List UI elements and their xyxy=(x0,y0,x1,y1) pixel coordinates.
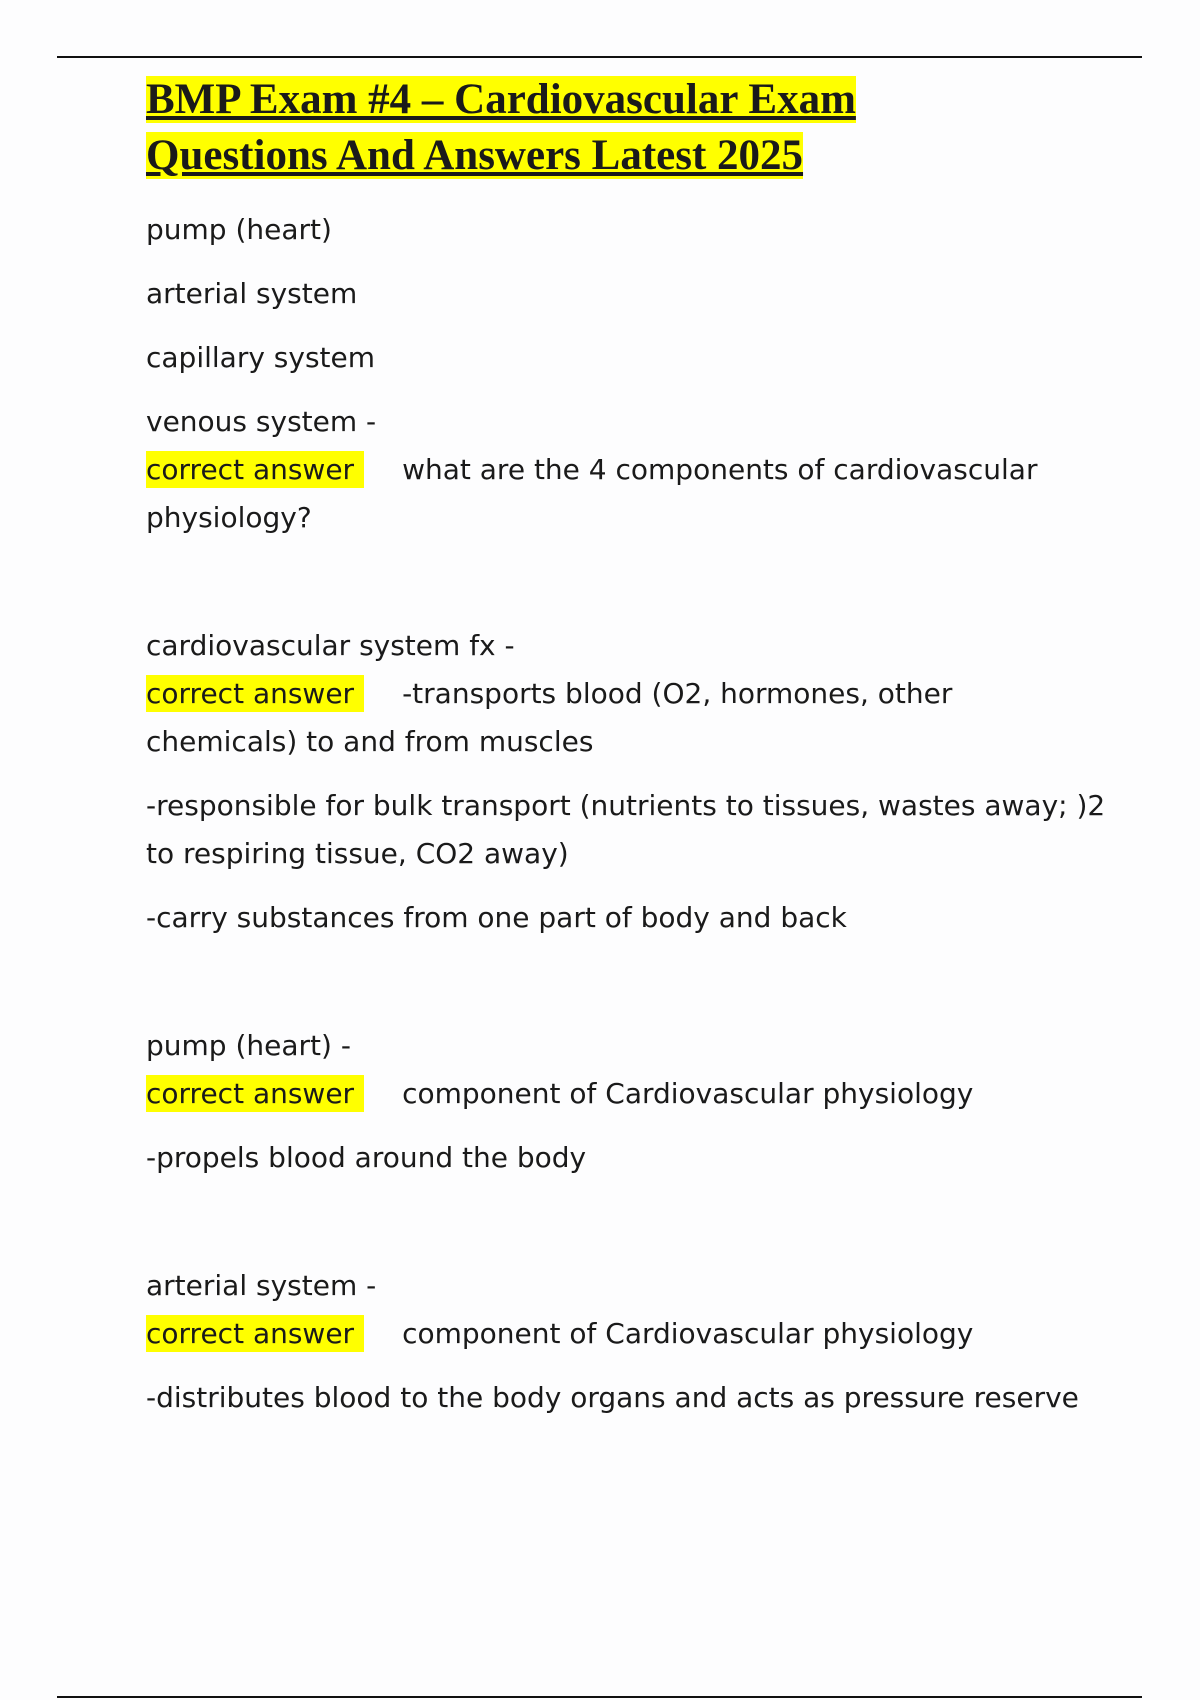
card-detail: -distributes blood to the body organs and acts as pressure reserve xyxy=(146,1381,1079,1414)
card-answer-block xyxy=(146,670,1106,766)
spacer xyxy=(146,958,1106,1022)
card-answer-block xyxy=(146,446,1106,542)
card-detail: -propels blood around the body xyxy=(146,1141,587,1174)
card-term: arterial system - xyxy=(146,1269,377,1302)
card-answer-block xyxy=(146,1070,1106,1118)
spacer xyxy=(146,558,1106,622)
bottom-rule xyxy=(57,1696,1142,1698)
page-title xyxy=(146,72,1106,184)
intro-line: pump (heart) xyxy=(146,213,332,246)
card-term: cardiovascular system fx - xyxy=(146,629,515,662)
card-answer: component of Cardiovascular physiology xyxy=(402,1317,974,1350)
title-line-1: BMP Exam #4 – Cardiovascular Exam xyxy=(146,76,856,123)
top-rule xyxy=(57,56,1142,58)
document-body xyxy=(146,72,1106,1438)
card-term: pump (heart) - xyxy=(146,1029,351,1062)
card-answer: what are the 4 components of cardiovascular physiology? xyxy=(146,453,1038,534)
correct-answer-badge: correct answer xyxy=(146,1075,364,1112)
correct-answer-badge: correct answer xyxy=(146,1315,364,1352)
card-detail: -responsible for bulk transport (nutrients to tissues, wastes away; )2 to respiring tissue, CO2 away) xyxy=(146,789,1106,870)
title-line-2: Questions And Answers Latest 2025 xyxy=(146,132,804,179)
card-term: venous system - xyxy=(146,405,377,438)
card-answer-block xyxy=(146,1310,1106,1358)
card-detail: -carry substances from one part of body and back xyxy=(146,901,847,934)
card-answer: -transports blood (O2, hormones, other chemicals) to and from muscles xyxy=(146,677,953,758)
correct-answer-badge: correct answer xyxy=(146,675,364,712)
spacer xyxy=(146,1198,1106,1262)
intro-line: capillary system xyxy=(146,341,376,374)
card-answer: component of Cardiovascular physiology xyxy=(402,1077,974,1110)
correct-answer-badge: correct answer xyxy=(146,451,364,488)
intro-line: arterial system xyxy=(146,277,358,310)
